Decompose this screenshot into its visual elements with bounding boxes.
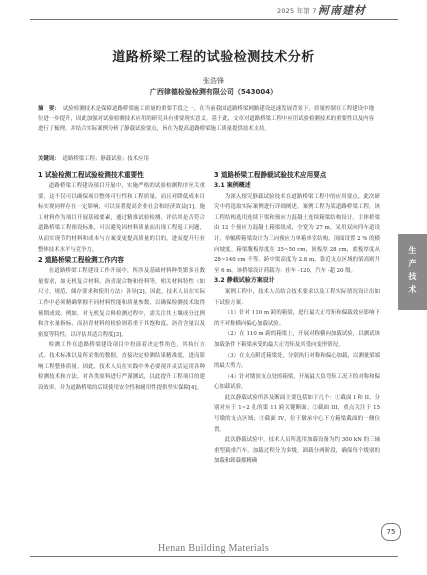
side-tab-char: 产 [408,259,417,268]
abstract-label: 摘 要： [38,106,60,112]
side-tab-char: 术 [408,285,417,294]
author: 张浩锋 [203,77,224,85]
section-heading: 3.2 静载试验方案设计 [214,277,275,285]
paragraph: （2）在 110 m 跨的箱梁上，开展对称横向加载试验，以测试该加载条件下箱梁承受的最大正弯矩及其受向变形情况。 [214,331,380,348]
right-column [214,170,380,467]
paragraph: 案例工程中，技术人员结合技术要求以及工程实际情况设计出如下试验方案： [214,288,380,306]
side-tab-char: 技 [408,272,417,281]
section-heading: 3.1 案例概述 [214,182,251,189]
section-heading: 1 试验检测工程试验检测技术重要性 [38,171,144,179]
paragraph: （1）针对 110 m 跨的箱梁，进行最大正弯矩和偏载效应影响下的不对称横向偏心加载试验。 [214,310,380,327]
keywords [38,154,374,164]
journal-name: 河南建材 [318,4,366,17]
section-heading: 2 道路桥梁工程检测工作内容 [38,256,125,265]
section-side-tab [398,234,427,310]
issue-label: 2025 年第 7 期 [277,7,326,15]
keywords-label: 关键词： [38,156,60,162]
footer-rule [30,556,398,557]
footer-journal-name: Henan Building Materials [157,543,270,554]
paragraph: （3）在支点附近箱梁处，分别执行对称和偏心加载，以测量梁端的最大剪力。 [214,352,380,370]
affiliation: 广西律德检验检测有限公司（543004） [149,88,278,96]
left-column [38,170,205,393]
paragraph: 检测工作在道路桥梁建设项目中扮演着决定性角色，其执行方式、技术标准以及所采集的数据，直接决定检测结果精准度，进而影响工程整体质量。因此，技术人员在实践中务必要视并灵活运用各种检测技术和方法，对各类原料进行严谨测试，以此提升工程项目的建设效率，并为道路桥梁的后续使用安全性和耐用性提供坚实保障[4]。 [38,342,205,391]
paragraph: 为深入探究静载试验技术在道路桥梁工程中的应用要点，此次研究中将选取实际案例进行详细阐述。案例工程为某道路桥梁工程，该工程结构选用连续下梁和预应力混凝土连续箱梁结构设计。主体桥梁由 12 个预应力混凝土箱梁组成，全宽为 27 m，采用双向四车道设计。单幅桥箱梁设计为三向预应力单箱单室结构，顶面设置 2 % 的横向坡度。箱梁腹板厚度在 35~50 cm，顶板厚 28 cm，底板厚度从 28~140 cm 不等。跨中梁高度为 2.8 m，靠近支点区域的梁高则升至 6 m。该桥梁设计荷载为：挂车 -120，汽车 -超 20 级。 [214,193,380,274]
paragraph: 道路桥梁工程建设项目开展中，实施严格的试验检测程序至关重要，这不仅可以确保项目整体可行性和工程质量，而且对降低成本目标实现同样存在一定影响，可以显著提高企业社会和经济效益[1]。施工材料作为项目开展基础要素，通过精准试验检测，评估其是否符合道路桥梁工程预设标准，可以避免因材料质量而出现工程返工问题，从而实现节约材料和成本与方案变更提高质量的目的，进而提升行业整体技术水平与竞争力。 [38,183,205,253]
paragraph: 此次静载试验中，技术人员所选用加载设备为约 300 kN 的三轴重型载重汽车。加载过程分为多级，卸载分两阶段，确保每个级别的加载和卸载都精确 [214,437,380,465]
side-tab-char: 生 [408,246,417,255]
paragraph: （4）针对墩顶支点处的箱梁，开展最大负弯矩工况下的对称和偏心加载试验。 [214,373,380,391]
section-heading: 3 道路桥梁工程静载试验技术应用要点 [214,171,327,179]
paragraph: 此次静载试验所涉及断面主要包括如下几个：①截面 I 和 II，分别对应于 1~2 孔的第 11 跨关键断面；②截面 III，重点关注于 15 号墩的支点区域；③截面 IV，位于墩承中心下方箱梁截面的一侧位置。 [214,394,380,433]
header-rule [30,19,398,20]
paragraph: 在道路桥梁工程建设工作开展中，所涉及基础材料种类繁多且数量要求，如无机复合材料、沥青混合物和骨料等，相关材料特性（如尺寸、规范、储存要求和使用方法）各异[2]。因此，技术人员在实际工作中必须精确掌握不同材料性能和质量参数，以确保检测技术取得预期成效。例如，对无机复合料检测过程中，需关注其土壤成分比例和含水量指标，而沥青材料的检验则着重于其饱和度、沥青含量以及密度等特性，以评估其适合程度[3]。 [38,268,205,338]
abstract-text: 试验检测技术是保障道路桥梁施工质量的重要手段之一，在当前我国道路桥梁网路建设迅速发展背景下，质量控制在工程建设中地位进一步提升，因此加强对试验检测技术应用的研究具有重要现实意义。基于此，文章对道路桥梁工程中应用试验检测技术的重要性以及内容进行了梳理，并结合实际案例分析了静载试验要点，旨在为提高道路桥梁施工质量提供技术支持。 [38,106,374,132]
page-number: 75 [381,523,401,541]
abstract [38,104,374,134]
article-title: 道路桥梁工程的试验检测技术分析 [112,50,315,65]
keywords-text: 道路桥梁工程；静载试验；技术应用 [62,156,149,162]
